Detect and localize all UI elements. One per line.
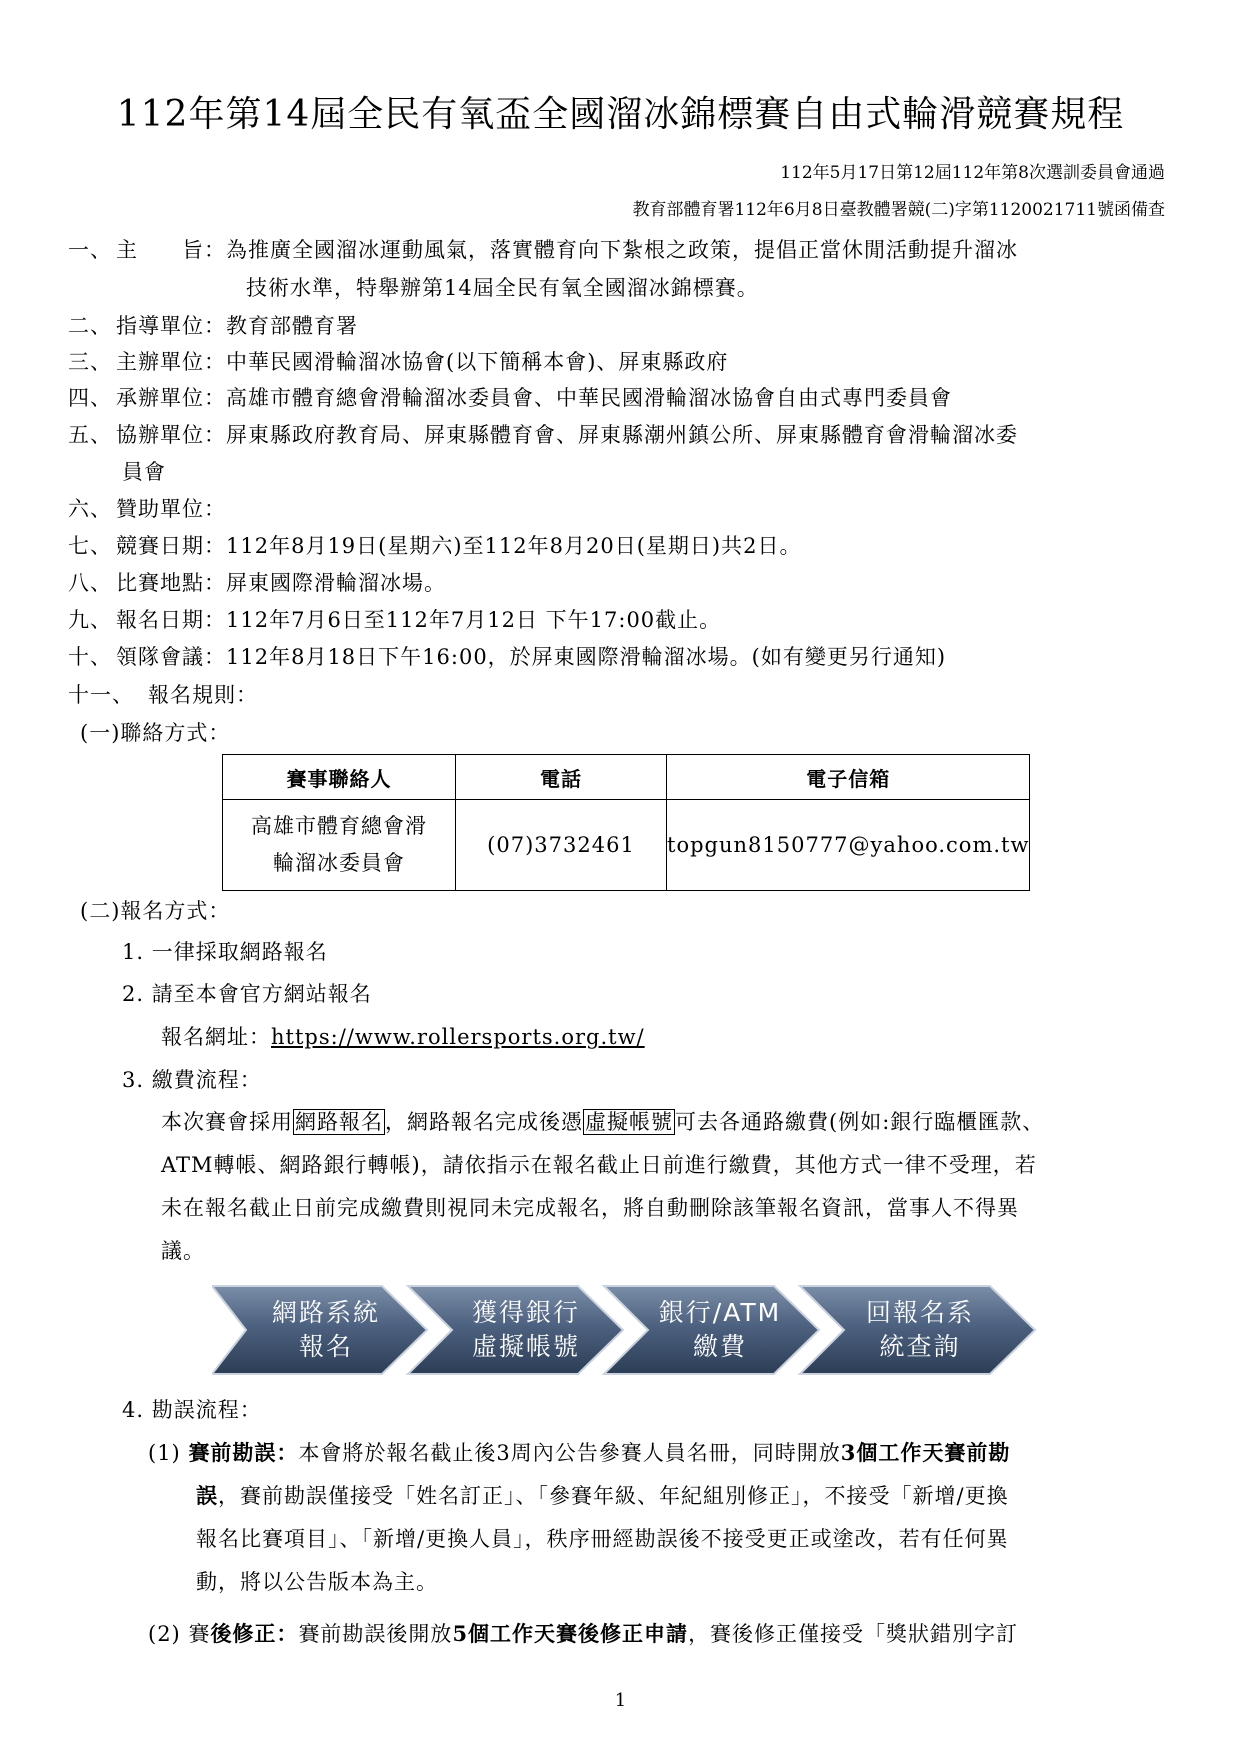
registration-item-4: 4. 勘誤流程： xyxy=(122,1398,262,1422)
payment-paragraph-line-4: 議。 xyxy=(161,1239,205,1263)
section-number: 十、 xyxy=(68,645,112,669)
section-number: 八、 xyxy=(68,571,112,595)
correction-text: ，賽後修正僅接受「獎狀錯別字訂 xyxy=(688,1622,1019,1646)
payment-text: 本次賽會採用 xyxy=(161,1110,293,1134)
flow-step-2-label xyxy=(446,1296,606,1364)
section-text: 112年8月18日下午16:00，於屏東國際滑輪溜冰場。(如有變更另行通知) xyxy=(226,645,947,669)
section-5 xyxy=(68,419,1018,449)
section-text: 高雄市體育總會滑輪溜冰委員會、中華民國滑輪溜冰協會自由式專門委員會 xyxy=(226,386,952,410)
table-header: 電子信箱 xyxy=(667,755,1030,800)
payment-text: 可去各通路繳費(例如:銀行臨櫃匯款、 xyxy=(675,1110,1045,1134)
section-label: 領隊會議： xyxy=(116,645,226,669)
flow-step-4-label xyxy=(840,1296,1000,1364)
section-text: 112年8月19日(星期六)至112年8月20日(星期日)共2日。 xyxy=(226,534,802,558)
correction-number: (2) xyxy=(148,1622,181,1646)
online-registration-boxed-term: 網路報名 xyxy=(295,1110,383,1134)
section-text: 為推廣全國溜冰運動風氣，落實體育向下紮根之政策，提倡正當休閒活動提升溜冰 xyxy=(226,238,1018,262)
table-row xyxy=(223,800,1030,891)
section-number: 六、 xyxy=(68,497,112,521)
contact-phone: (07)3732461 xyxy=(456,800,667,891)
section-label: 競賽日期： xyxy=(116,534,226,558)
url-label: 報名網址： xyxy=(161,1025,271,1049)
correction-1-line-1 xyxy=(148,1437,1010,1467)
flow-step-1-label xyxy=(246,1296,406,1364)
correction-text: 本會將於報名截止後3周內公告參賽人員名冊，同時開放 xyxy=(298,1441,841,1465)
section-number: 二、 xyxy=(68,314,112,338)
section-label: 報名日期： xyxy=(116,608,226,632)
section-11 xyxy=(68,679,258,709)
section-4 xyxy=(68,382,952,412)
approval-line-1: 112年5月17日第12屆112年第8次選訓委員會通過 xyxy=(780,163,1165,183)
section-text: 112年7月6日至112年7月12日 下午17:00截止。 xyxy=(226,608,722,632)
section-label: 主 旨： xyxy=(116,238,226,262)
contact-table xyxy=(222,754,1030,891)
section-label: 贊助單位： xyxy=(116,497,226,521)
flow-step-line: 回報名系 xyxy=(865,1298,974,1327)
flow-step-line: 網路系統 xyxy=(271,1298,380,1327)
flow-step-line: 報名 xyxy=(298,1332,353,1361)
contact-organization-line: 輪溜冰委員會 xyxy=(273,851,405,875)
section-number: 四、 xyxy=(68,386,112,410)
contact-organization-line: 高雄市體育總會滑 xyxy=(251,814,427,838)
contact-organization xyxy=(223,800,456,891)
section-text: 教育部體育署 xyxy=(226,314,358,338)
document-title: 112年第14屆全民有氧盃全國溜冰錦標賽自由式輪滑競賽規程 xyxy=(116,94,1125,135)
correction-number: (1) xyxy=(148,1441,181,1465)
section-label: 比賽地點： xyxy=(116,571,226,595)
subsection-registration: (二)報名方式： xyxy=(80,899,231,923)
flow-step-line: 銀行/ATM xyxy=(658,1298,782,1327)
correction-emphasis: 3個工作天賽前勘 xyxy=(840,1440,1011,1465)
section-label: 指導單位： xyxy=(116,314,226,338)
section-5-continuation: 員會 xyxy=(122,460,166,484)
table-header-row xyxy=(223,755,1030,800)
section-6 xyxy=(68,493,226,523)
section-text: 屏東縣政府教育局、屏東縣體育會、屏東縣潮州鎮公所、屏東縣體育會滑輪溜冰委 xyxy=(226,423,1018,447)
correction-text: ，賽前勘誤僅接受「姓名訂正」、「參賽年級、年紀組別修正」，不接受「新增/更換 xyxy=(218,1484,1009,1508)
section-number: 九、 xyxy=(68,608,112,632)
correction-1-line-2 xyxy=(196,1480,1009,1510)
section-text: 屏東國際滑輪溜冰場。 xyxy=(226,571,446,595)
section-label: 報名規則： xyxy=(148,683,258,707)
section-number: 七、 xyxy=(68,534,112,558)
correction-heading: 後修正： xyxy=(210,1621,299,1646)
registration-item-3: 3. 繳費流程： xyxy=(122,1068,262,1092)
payment-paragraph-line-3: 未在報名截止日前完成繳費則視同未完成報名，將自動刪除該筆報名資訊，當事人不得異 xyxy=(161,1196,1019,1220)
section-text: 中華民國滑輪溜冰協會(以下簡稱本會)、屏東縣政府 xyxy=(226,350,729,374)
flow-step-3-label xyxy=(640,1296,800,1364)
section-7 xyxy=(68,530,801,560)
section-8 xyxy=(68,567,446,597)
section-1 xyxy=(68,234,1018,264)
correction-text: 賽前勘誤後開放 xyxy=(298,1622,453,1646)
payment-paragraph-line-2: ATM轉帳、網路銀行轉帳)，請依指示在報名截止日前進行繳費，其他方式一律不受理，若 xyxy=(161,1153,1037,1177)
table-header: 電話 xyxy=(456,755,667,800)
flow-step-line: 統查詢 xyxy=(879,1332,961,1361)
flow-step-line: 獲得銀行 xyxy=(471,1298,580,1327)
section-10 xyxy=(68,641,946,671)
section-2 xyxy=(68,310,358,340)
registration-item-1: 1. 一律採取網路報名 xyxy=(122,940,328,964)
registration-item-2: 2. 請至本會官方網站報名 xyxy=(122,982,372,1006)
payment-text: ，網路報名完成後憑 xyxy=(385,1110,583,1134)
section-3 xyxy=(68,346,728,376)
payment-paragraph-line-1 xyxy=(161,1106,1044,1136)
section-1-continuation: 技術水準，特舉辦第14屆全民有氧全國溜冰錦標賽。 xyxy=(246,276,759,300)
correction-emphasis: 誤 xyxy=(196,1483,218,1508)
section-number: 一、 xyxy=(68,238,112,262)
correction-heading: 賽前勘誤： xyxy=(188,1440,299,1465)
table-header: 賽事聯絡人 xyxy=(223,755,456,800)
section-number: 三、 xyxy=(68,350,112,374)
flow-step-line: 繳費 xyxy=(692,1332,747,1361)
section-label: 主辦單位： xyxy=(116,350,226,374)
correction-1-line-4: 動，將以公告版本為主。 xyxy=(196,1570,438,1594)
correction-1-line-3: 報名比賽項目」、「新增/更換人員」，秩序冊經勘誤後不接受更正或塗改，若有任何異 xyxy=(196,1527,1009,1551)
registration-url-link[interactable]: https://www.rollersports.org.tw/ xyxy=(271,1025,645,1049)
page-number: 1 xyxy=(614,1690,627,1711)
section-label: 協辦單位： xyxy=(116,423,226,447)
subsection-contact: (一)聯絡方式： xyxy=(80,721,231,745)
virtual-account-boxed-term: 虛擬帳號 xyxy=(585,1110,673,1134)
section-number: 五、 xyxy=(68,423,112,447)
approval-line-2: 教育部體育署112年6月8日臺教體署競(二)字第1120021711號函備查 xyxy=(632,200,1165,220)
correction-text: 賽 xyxy=(188,1622,211,1646)
section-number: 十一、 xyxy=(68,683,134,707)
flow-step-line: 虛擬帳號 xyxy=(471,1332,580,1361)
registration-url-line xyxy=(161,1021,645,1051)
section-9 xyxy=(68,604,721,634)
contact-email[interactable]: topgun8150777@yahoo.com.tw xyxy=(667,800,1030,891)
correction-2-line-1 xyxy=(148,1618,1018,1648)
section-label: 承辦單位： xyxy=(116,386,226,410)
correction-emphasis: 5個工作天賽後修正申請 xyxy=(452,1621,689,1646)
